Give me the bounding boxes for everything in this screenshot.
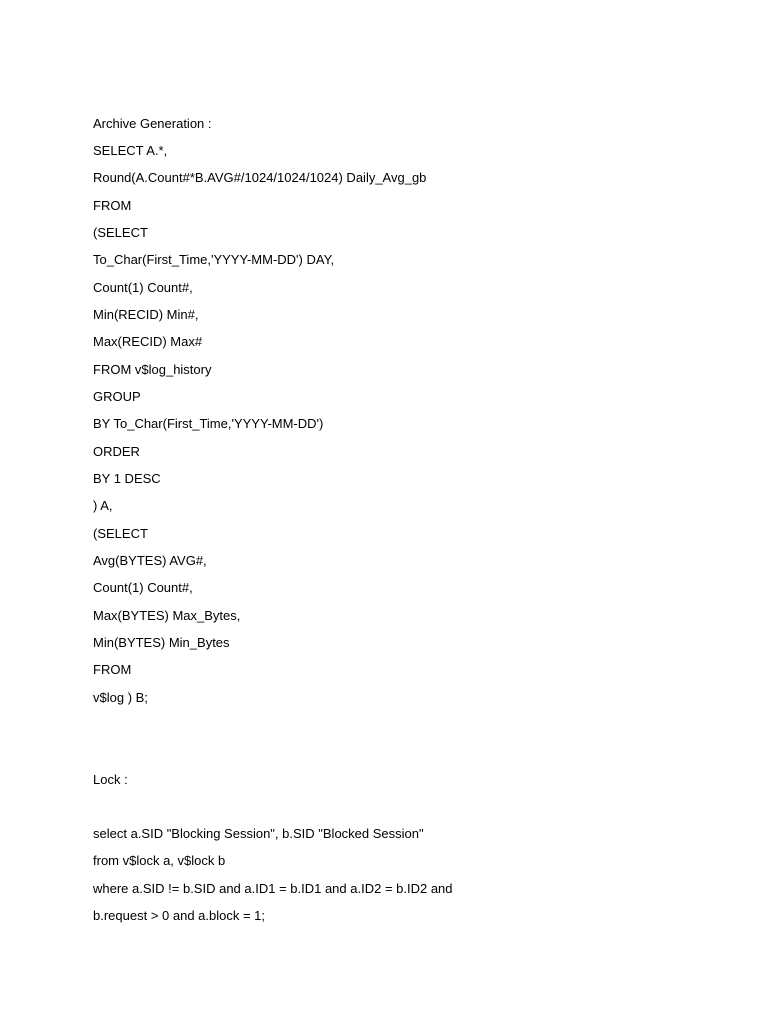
archive-line-1: SELECT A.*, bbox=[93, 143, 168, 158]
archive-line-10: GROUP bbox=[93, 389, 141, 404]
archive-line-5: To_Char(First_Time,'YYYY-MM-DD') DAY, bbox=[93, 252, 335, 267]
archive-line-9: FROM v$log_history bbox=[93, 362, 212, 377]
archive-line-18: Max(BYTES) Max_Bytes, bbox=[93, 608, 241, 623]
archive-line-8: Max(RECID) Max# bbox=[93, 334, 203, 349]
archive-line-3: FROM bbox=[93, 198, 132, 213]
archive-line-20: FROM bbox=[93, 662, 132, 677]
archive-line-7: Min(RECID) Min#, bbox=[93, 307, 199, 322]
archive-line-19: Min(BYTES) Min_Bytes bbox=[93, 635, 230, 650]
archive-line-21: v$log ) B; bbox=[93, 690, 148, 705]
archive-line-6: Count(1) Count#, bbox=[93, 280, 193, 295]
archive-line-16: Avg(BYTES) AVG#, bbox=[93, 553, 207, 568]
lock-line-2: from v$lock a, v$lock b bbox=[93, 853, 226, 868]
lock-line-4: b.request > 0 and a.block = 1; bbox=[93, 908, 266, 923]
archive-line-2: Round(A.Count#*B.AVG#/1024/1024/1024) Daily_Avg_gb bbox=[93, 170, 427, 185]
lock-heading: Lock : bbox=[93, 772, 128, 787]
archive-line-12: ORDER bbox=[93, 444, 140, 459]
archive-line-17: Count(1) Count#, bbox=[93, 580, 193, 595]
lock-line-1: select a.SID "Blocking Session", b.SID "Blocked Session" bbox=[93, 826, 424, 841]
archive-line-13: BY 1 DESC bbox=[93, 471, 161, 486]
archive-line-15: (SELECT bbox=[93, 526, 148, 541]
archive-heading: Archive Generation : bbox=[93, 116, 212, 131]
archive-line-11: BY To_Char(First_Time,'YYYY-MM-DD') bbox=[93, 416, 324, 431]
archive-line-14: ) A, bbox=[93, 498, 113, 513]
lock-line-3: where a.SID != b.SID and a.ID1 = b.ID1 and a.ID2 = b.ID2 and bbox=[93, 881, 453, 896]
archive-line-4: (SELECT bbox=[93, 225, 148, 240]
